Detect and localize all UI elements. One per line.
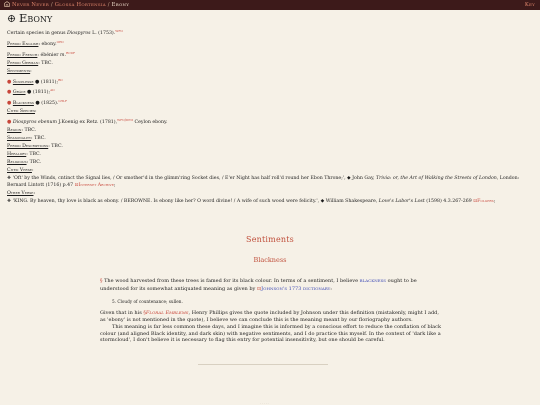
cited-species-author: J.Koenig ex Retz. (1781),	[57, 120, 118, 126]
breadcrumb-glossa-hortensia[interactable]: Glossa Hortensia	[54, 2, 106, 8]
period-german-value: : TBC.	[38, 60, 53, 66]
entry-header	[7, 12, 527, 206]
verse-author: John Gay,	[352, 175, 376, 181]
bullet-icon: ●	[35, 100, 40, 107]
breadcrumb-separator: /	[50, 2, 53, 8]
cited-species-row: Cited Species:	[7, 109, 37, 115]
period-french-ref-link[interactable]: rcdf	[65, 49, 76, 55]
internet-archive-label: Internet Archive	[78, 183, 114, 189]
internet-archive-link[interactable]	[75, 183, 114, 188]
other-verse-label[interactable]: Other Verse	[7, 191, 34, 197]
other-verse-quote	[7, 198, 527, 206]
verse-work-title: Trivia: or, the Art of Walking the Streets of London	[375, 175, 497, 181]
cited-species-name: Diospyros ebenum	[12, 120, 57, 126]
region-label[interactable]: Region	[7, 128, 22, 134]
prose-text: :	[330, 286, 332, 293]
species-prefix: Certain species in genus	[7, 31, 67, 36]
sentiments-row: Sentiments:	[7, 68, 32, 74]
section-subheading: Blackness	[253, 256, 287, 264]
folgers-link[interactable]	[473, 199, 494, 204]
cited-species-item	[7, 116, 527, 127]
heraldry-value: : TBC.	[26, 151, 41, 157]
cited-verse-label[interactable]: Cited Verse	[7, 167, 32, 173]
sentiments-label[interactable]: Sentiments	[7, 68, 31, 74]
seasonality-label[interactable]: Seasonality	[7, 135, 32, 141]
seasonality-value: : TBC.	[31, 135, 46, 141]
breadcrumb-separator: /	[107, 2, 110, 8]
verse-publication: (1598) 4.3.267-269	[424, 199, 474, 205]
species-dot-icon: ●	[7, 119, 12, 126]
religious-row	[7, 159, 527, 167]
prose-text: ought to be understood for its somewhat antiquated meaning as given by	[100, 278, 417, 293]
period-french-row	[7, 49, 527, 60]
sentiment-dot-icon: ●	[7, 100, 12, 107]
footer-ornament: · · · · ·	[260, 401, 269, 405]
heraldry-row	[7, 151, 527, 159]
period-english-label[interactable]: Period English	[7, 41, 39, 47]
external-link-icon: ⊡	[473, 199, 478, 205]
species-ref-link[interactable]: wfo	[115, 28, 123, 33]
blackness-link[interactable]: blackness	[359, 278, 387, 284]
page-title-text: Ebony	[19, 11, 53, 25]
prose-paragraph	[100, 310, 445, 323]
religious-label[interactable]: Religious	[7, 159, 27, 165]
section-mark-icon: §	[100, 278, 103, 284]
folgers-label: Folgers	[477, 199, 494, 205]
breadcrumb-current-ebony: Ebony	[111, 2, 130, 8]
verse-work-title: Love's Labor's Lost	[378, 199, 425, 205]
top-navigation-bar	[0, 0, 540, 10]
sentiment-item	[7, 76, 527, 87]
section-mark-icon: §	[143, 310, 146, 317]
johnson-dictionary-link[interactable]	[257, 286, 330, 292]
cited-species-common: Ceylon ebony.	[133, 120, 168, 126]
period-english-ref-link[interactable]: oed	[56, 38, 64, 44]
sentiment-ref-link[interactable]: bd	[58, 76, 63, 82]
page-title	[7, 12, 527, 25]
heraldry-label[interactable]: Heraldry	[7, 151, 27, 157]
verse-publication: , London: Bernard Lintott (1716) p.47	[7, 175, 520, 189]
sentiment-ref-link[interactable]: lhlf	[58, 98, 68, 104]
floral-emblems-link[interactable]: Floral Emblems	[145, 310, 189, 317]
johnson-dictionary-label: Johnson's 1773 dictionary	[261, 286, 331, 293]
verse-end: ;	[493, 199, 496, 205]
section-heading: Sentiments	[246, 235, 294, 244]
bullet-icon: ●	[35, 78, 40, 85]
period-german-label[interactable]: Period German	[7, 60, 39, 66]
key-link[interactable]: Key	[524, 2, 535, 8]
species-row	[7, 27, 527, 38]
breadcrumb	[4, 0, 129, 10]
sentiment-ref-link[interactable]: ad	[50, 87, 55, 93]
prose-text: The wood harvested from these trees is famed for its black colour. In terms of a sentiment, I believe	[104, 278, 360, 284]
species-author: L. (1753).	[90, 31, 116, 36]
cited-verse-row: Cited Verse:	[7, 167, 34, 173]
verse-author: Shakespeare,	[345, 199, 379, 205]
dictionary-definition: 5. Cloudy of countenance; sullen.	[112, 299, 183, 305]
sentiment-dot-icon: ●	[7, 78, 12, 85]
breadcrumb-never-never[interactable]: Never Never	[12, 2, 49, 8]
prose-paragraph: This meaning is far less common these days, and I imagine this is informed by a conscious effort to reduce the conflation of black colour (and aligned Black identity, and dark skin) with negative sentiments, and I do practice this myself. In the context of 'dark like a stormcloud', I don't believe it is necessary to flag this entry for potential insensitivity, but one should be careful.	[100, 324, 441, 344]
region-value: : TBC.	[21, 128, 37, 134]
period-descriptions-row	[7, 143, 527, 151]
seasonality-row	[7, 135, 527, 143]
verse-text: ❖ 'Oft' by the Winds, cntinct the Signal lies, / Or smother'd in the glimm'ring Socket dies, / E'er Night has half roll'd round her Ebon Throne;', ◆	[7, 175, 351, 181]
period-french-label[interactable]: Period French	[7, 52, 38, 58]
sentiments-section	[0, 235, 540, 264]
period-german-row	[7, 60, 527, 68]
home-icon[interactable]	[4, 1, 10, 7]
sentiment-dot-icon: ●	[7, 89, 12, 96]
sentiment-year: (1811);	[39, 79, 59, 85]
region-row	[7, 127, 527, 135]
sentiment-grace-link[interactable]: Grâce	[12, 90, 26, 96]
religious-value: : TBC.	[26, 159, 42, 165]
sentiment-souplesse-link[interactable]: Souplesse	[12, 79, 34, 85]
verse-text: ❖ 'KING. By heaven, thy love is black as ebony. / BEROWNE. Is ebony like her? O word divine! / A wife of such wood were felicity.', ◆ William	[7, 199, 344, 205]
sentiment-prose	[100, 277, 445, 344]
cited-species-ref-link[interactable]: wfo/ipni	[117, 117, 134, 123]
period-english-value: : ebony.	[38, 41, 57, 47]
species-genus: Diospyros	[66, 31, 91, 36]
other-verse-row: Other Verse:	[7, 191, 36, 197]
cited-verse-quote	[7, 175, 527, 191]
sentiment-item	[7, 86, 527, 97]
period-english-row	[7, 38, 527, 49]
bullet-icon: ●	[27, 89, 32, 96]
verse-end: ;	[113, 183, 116, 189]
period-french-value: : ébénier	[37, 52, 61, 58]
external-link-icon: ⊡	[256, 286, 262, 293]
external-link-icon: ⊡	[74, 183, 79, 189]
leaf-sprig-icon	[7, 14, 16, 23]
sentiment-item	[7, 97, 527, 108]
period-french-gender: m.	[60, 52, 66, 58]
period-descriptions-label[interactable]: Period Descriptions	[7, 143, 49, 149]
prose-text: , Henry Phillips gives the quote included by Johnson under this definition (mistakenly, might I add, as 'ebony' is not mentioned in the quote), I believe we can conclude this is the meaning meant by our floriography authors.	[100, 310, 439, 323]
period-descriptions-value: : TBC.	[48, 143, 63, 149]
divider	[198, 364, 328, 365]
prose-text: Given that in his	[100, 310, 144, 317]
entry-metadata	[7, 27, 527, 206]
sentiment-blackness-link[interactable]: Blackness	[12, 101, 34, 107]
prose-paragraph	[100, 277, 445, 293]
sentiment-year: (1825).	[39, 101, 59, 107]
sentiment-year: (1811);	[31, 90, 51, 96]
cited-species-label[interactable]: Cited Species	[7, 109, 36, 115]
